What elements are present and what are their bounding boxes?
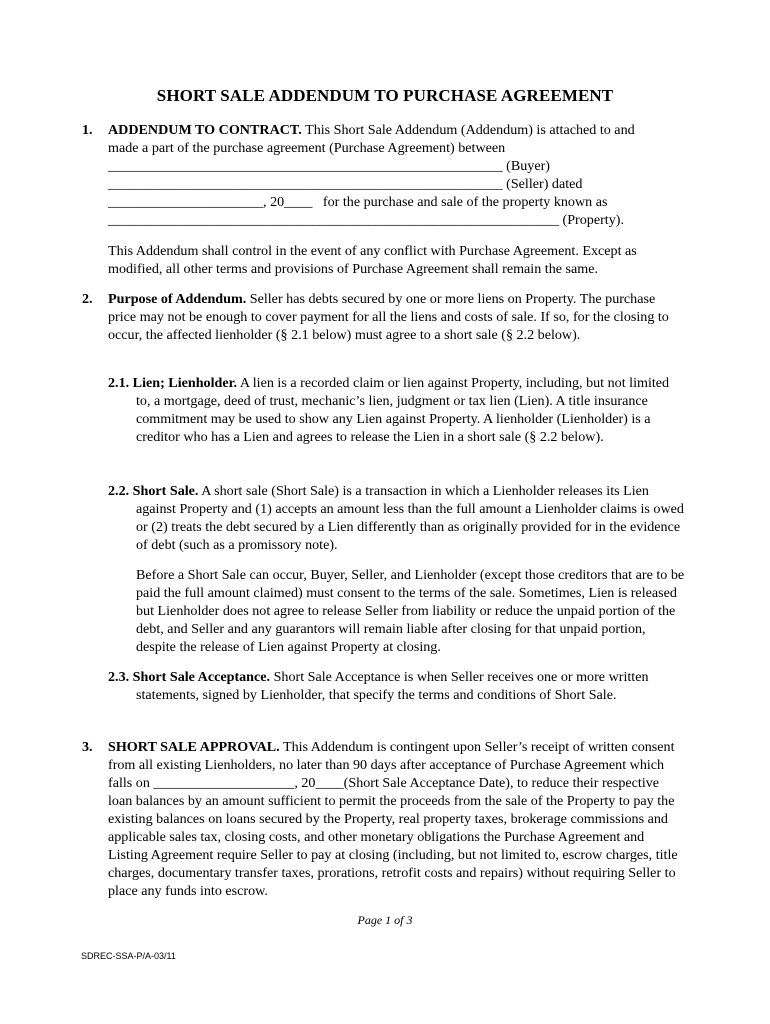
- page-number: Page 1 of 3: [357, 913, 413, 927]
- section-3-heading: SHORT SALE APPROVAL.: [108, 739, 280, 755]
- property-field[interactable]: ________________________________________________________________ (Property).: [108, 212, 624, 228]
- date-field[interactable]: ______________________, 20____ for the purchase and sale of the property known as: [108, 194, 608, 210]
- document-title: SHORT SALE ADDENDUM TO PURCHASE AGREEMENT: [156, 86, 614, 105]
- section-3-text: This Addendum is contingent upon Seller’s receipt of written consent from all existing Lienholders, no later than 90 days after acceptance of Purchase Agreement which falls on ____________________, 20____(Short Sale Acceptance Date), to reduce their respective loan balances by an amount sufficient to permit the proceeds from the sale of the Property to pay the existing balances on loans secured by the Property, real property taxes, brokerage commissions and applicable sales tax, closing costs, and other monetary obligations the Purchase Agreement and Listing Agreement require Seller to pay at closing (including, but not limited to, escrow charges, title charges, documentary transfer taxes, prorations, retrofit costs and repairs) without requiring Seller to place any funds into escrow.: [108, 739, 678, 899]
- section-1-line-2: made a part of the purchase agreement (Purchase Agreement) between: [108, 140, 506, 156]
- section-2-2-text: A short sale (Short Sale) is a transaction in which a Lienholder releases its Lien against Property and (1) accepts an amount less than the full amount a Lienholder claims is owed or (2) treats the debt secured by a Lien differently than as originally provided for in the evidence of debt (such as a promissory note).: [136, 483, 684, 553]
- section-1-heading: ADDENDUM TO CONTRACT.: [108, 122, 302, 138]
- section-2-1-heading: 2.1. Lien; Lienholder.: [108, 375, 238, 391]
- section-3-number: 3.: [82, 739, 93, 755]
- seller-field[interactable]: ________________________________________________________ (Seller) dated: [108, 176, 583, 192]
- section-2-text: Seller has debts secured by one or more liens on Property. The purchase price may not be enough to cover payment for all the liens and costs of sale. If so, for the closing to occur, the affected lienholder (§ 2.1 below) must agree to a short sale (§ 2.2 below).: [108, 291, 669, 343]
- section-2-3: [108, 668, 686, 704]
- section-2-1-text: A lien is a recorded claim or lien against Property, including, but not limited to, a mortgage, deed of trust, mechanic’s lien, judgment or tax lien (Lien). A title insurance commitment may be used to show any Lien against Property. A lienholder (Lienholder) is a creditor who has a Lien and agrees to release the Lien in a short sale (§ 2.2 below).: [136, 375, 670, 445]
- section-2-2: [108, 482, 686, 554]
- section-2-heading: Purpose of Addendum.: [108, 291, 247, 307]
- section-1-lead: This Short Sale Addendum (Addendum) is attached to and: [301, 122, 635, 138]
- section-2-2-paragraph-2: Before a Short Sale can occur, Buyer, Seller, and Lienholder (except those creditors that are to be paid the full amount claimed) must consent to the terms of the sale. Sometimes, Lien is released but Lienholder does not agree to release Seller from liability or reduce the unpaid portion of the debt, and Seller and any guarantors will remain liable after closing for that unpaid portion, despite the release of Lien against Property at closing.: [136, 567, 685, 655]
- buyer-field[interactable]: ________________________________________________________ (Buyer): [108, 158, 550, 174]
- section-2-number: 2.: [82, 291, 93, 307]
- form-code: SDREC-SSA-P/A-03/11: [81, 951, 176, 961]
- section-2-1: [108, 374, 686, 446]
- section-1-paragraph-2: This Addendum shall control in the event of any conflict with Purchase Agreement. Except as modified, all other terms and provisions of Purchase Agreement shall remain the same.: [108, 243, 637, 277]
- section-1-number: 1.: [82, 122, 93, 138]
- section-2-2-heading: 2.2. Short Sale.: [108, 483, 199, 499]
- section-2-3-text: Short Sale Acceptance is when Seller receives one or more written statements, signed by Lienholder, that specify the terms and conditions of Short Sale.: [136, 669, 649, 703]
- section-2-3-heading: 2.3. Short Sale Acceptance.: [108, 669, 271, 685]
